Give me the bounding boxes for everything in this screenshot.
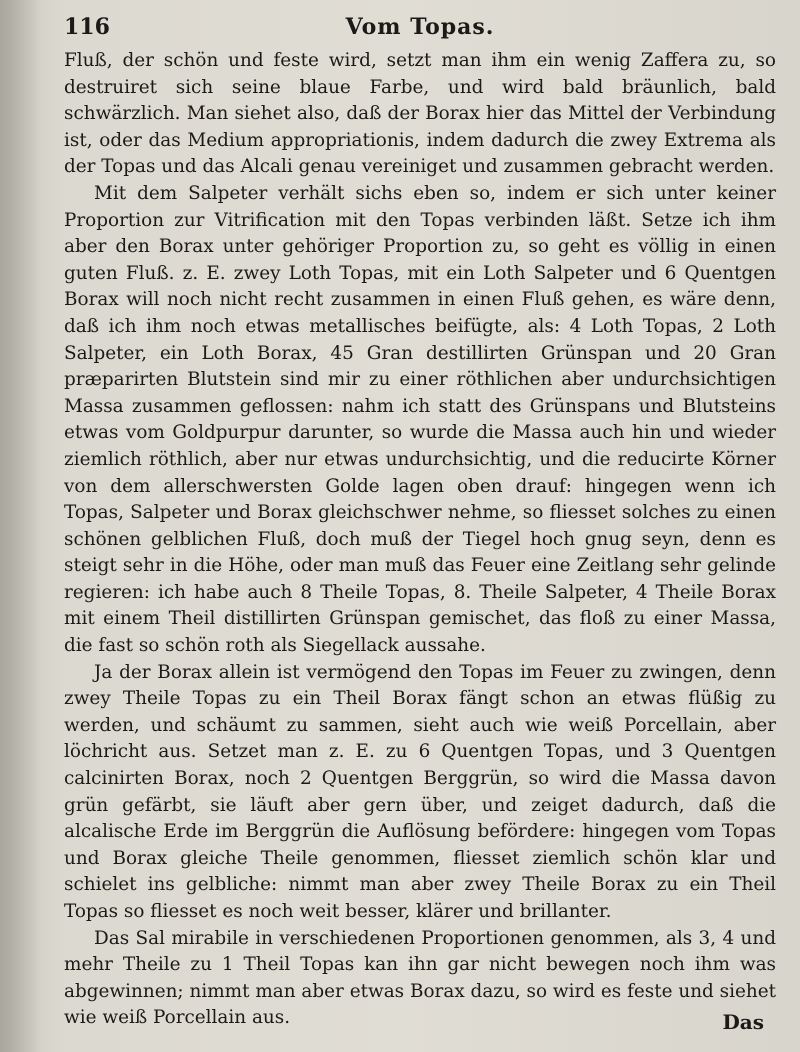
running-head: Vom Topas. (345, 14, 495, 40)
page-header (64, 14, 776, 40)
paragraph: Mit dem Salpeter verhält sichs eben so, indem er sich unter keiner Proportion zur Vitrification mit den Topas verbinden läßt. Setze ich ihm aber den Borax unter gehöriger Proportion zu, so geht es völlig in einen guten Fluß. z. E. zwey Loth Topas, mit ein Loth Salpeter und 6 Quentgen Borax will noch nicht recht zusammen in einen Fluß gehen, es wäre denn, daß ich ihm noch etwas metallisches beifügte, als: 4 Loth Topas, 2 Loth Salpeter, ein Loth Borax, 45 Gran destillirten Grünspan und 20 Gran præparirten Blutstein sind mir zu einer röthlichen aber undurchsichtigen Massa zusammen geflossen: nahm ich statt des Grünspans und Blutsteins etwas vom Goldpurpur darunter, so wurde die Massa auch hin und wieder ziemlich röthlich, aber nur etwas undurchsichtig, und die reducirte Körner von dem allerschwersten Golde lagen oben drauf: hingegen wenn ich Topas, Salpeter und Borax gleichschwer nehme, so fliesset solches zu einen schönen gelblichen Fluß, doch muß der Tiegel hoch gnug seyn, denn es steigt sehr in die Höhe, oder man muß das Feuer eine Zeitlang sehr gelinde regieren: ich habe auch 8 Theile Topas, 8. Theile Salpeter, 4 Theile Borax mit einem Theil distillirten Grünspan gemischet, das floß zu einer Massa, die fast so schön roth als Siegellack aussahe. (64, 182, 776, 657)
catchword: Das (722, 1010, 764, 1034)
paragraph: Fluß, der schön und feste wird, setzt man ihm ein wenig Zaffera zu, so destruiret sich seine blaue Farbe, und wird bald bräunlich, bald schwärzlich. Man siehet also, daß der Borax hier das Mittel der Verbindung ist, oder das Medium appropriationis, indem dadurch die zwey Extrema als der Topas und das Alcali genau vereiniget und zusammen gebracht werden. (64, 50, 776, 178)
paragraph: Das Sal mirabile in verschiedenen Proportionen genommen, als 3, 4 und mehr Theile zu 1 Theil Topas kan ihn gar nicht bewegen noch ihm was abgewinnen; nimmt man aber etwas Borax dazu, so wird es feste und siehet wie weiß Porcellain aus. (64, 927, 776, 1029)
body-text (64, 48, 776, 1032)
page-number: 116 (64, 14, 110, 40)
paragraph: Ja der Borax allein ist vermögend den Topas im Feuer zu zwingen, denn zwey Theile Topas zu ein Theil Borax fängt schon an etwas flüßig zu werden, und schäumt zu sammen, sieht auch wie weiß Porcellain, aber löchricht aus. Setzet man z. E. zu 6 Quentgen Topas, und 3 Quentgen calcinirten Borax, noch 2 Quentgen Berggrün, so wird die Massa davon grün gefärbt, sie läuft aber gern über, und zeiget dadurch, daß die alcalische Erde im Berggrün die Auflösung befördere: hingegen vom Topas und Borax gleiche Theile genommen, fliesset ziemlich schön klar und schielet ins gelbliche: nimmt man aber zwey Theile Borax zu ein Theil Topas so fliesset es noch weit besser, klärer und brillanter. (64, 661, 776, 922)
